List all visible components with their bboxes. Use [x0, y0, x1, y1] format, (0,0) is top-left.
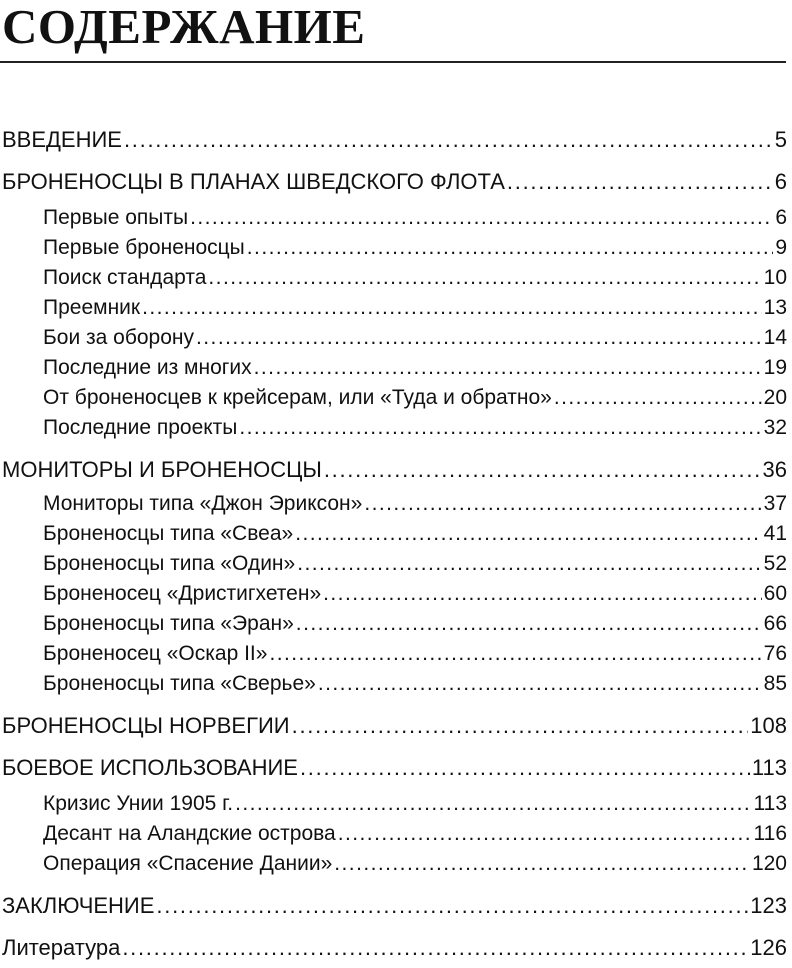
dot-leader	[239, 414, 761, 442]
dot-leader	[297, 550, 761, 578]
toc-entry-title: Литература	[2, 935, 121, 960]
toc-section-entry	[2, 754, 787, 782]
toc-entry-title: Кризис Унии 1905 г.	[43, 792, 234, 815]
toc-page-number: 36	[762, 457, 787, 482]
toc-entry-title: Первые броненосцы	[43, 236, 245, 259]
toc-entry-title: Броненосцы типа «Свеа»	[43, 522, 294, 545]
dot-leader	[300, 754, 750, 782]
toc-section-entry	[2, 126, 787, 154]
dot-leader	[235, 790, 751, 818]
toc-subsection-entry	[43, 234, 787, 262]
toc-entry-title: Броненосец «Дристигхетен»	[43, 582, 322, 605]
dot-leader	[124, 126, 773, 154]
toc-page-number: 123	[750, 893, 787, 918]
toc-subsection-entry	[43, 204, 787, 232]
toc-page-number: 66	[763, 612, 787, 635]
toc-subsection-entry	[43, 820, 787, 848]
toc-subsection-entry	[43, 640, 787, 668]
toc-page-number: 10	[763, 266, 787, 289]
toc-entry-title: БОЕВОЕ ИСПОЛЬЗОВАНИЕ	[2, 755, 298, 780]
toc-section-entry	[2, 712, 787, 740]
toc-page-number: 6	[775, 206, 787, 229]
toc-page-number: 108	[750, 713, 787, 738]
toc-page-number: 5	[774, 127, 787, 152]
toc-entry-title: ВВЕДЕНИЕ	[2, 127, 122, 152]
toc-subsection-entry	[43, 850, 787, 878]
toc-subsection-entry	[43, 324, 787, 352]
toc-page-number: 76	[763, 642, 787, 665]
dot-leader	[292, 712, 749, 740]
toc-subsection-entry	[43, 520, 787, 548]
toc-subsection-entry	[43, 670, 787, 698]
toc-entry-title: Поиск стандарта	[43, 266, 207, 289]
dot-leader	[295, 520, 761, 548]
toc-entry-title: Бои за оборону	[43, 326, 195, 349]
toc-page-number: 126	[750, 935, 787, 960]
dot-leader	[554, 384, 762, 412]
toc-subsection-entry	[43, 490, 787, 518]
dot-leader	[156, 892, 748, 920]
dot-leader	[269, 640, 761, 668]
toc-entry-title: От броненосцев к крейсерам, или «Туда и обратно»	[43, 386, 552, 409]
toc-entry-title: Броненосцы типа «Один»	[43, 552, 296, 575]
toc-entry-title: Броненосец «Оскар II»	[43, 642, 268, 665]
toc-entry-title: Мониторы типа «Джон Эриксон»	[43, 492, 363, 515]
toc-section-entry	[2, 934, 787, 962]
toc-subsection-entry	[43, 580, 787, 608]
toc-page-number: 20	[763, 386, 787, 409]
toc-page-number: 52	[763, 552, 787, 575]
toc-page-number: 14	[763, 326, 787, 349]
toc-entry-title: Последние проекты	[43, 416, 238, 439]
page-title: СОДЕРЖАНИЕ	[2, 0, 366, 54]
toc-section-entry	[2, 456, 787, 484]
dot-leader	[318, 670, 762, 698]
toc-subsection-entry	[43, 790, 787, 818]
toc-entry-title: Десант на Аландские острова	[43, 822, 336, 845]
dot-leader	[196, 324, 762, 352]
toc-page-number: 6	[774, 169, 787, 194]
toc-page-number: 41	[763, 522, 787, 545]
toc-page-number: 19	[763, 356, 787, 379]
toc-page-number: 37	[763, 492, 787, 515]
toc-entry-title: БРОНЕНОСЦЫ В ПЛАНАХ ШВЕДСКОГО ФЛОТА	[2, 169, 505, 194]
toc-subsection-entry	[43, 264, 787, 292]
toc-page-number: 113	[753, 792, 787, 815]
dot-leader	[324, 456, 761, 484]
toc-entry-title: МОНИТОРЫ И БРОНЕНОСЦЫ	[2, 457, 322, 482]
dot-leader	[334, 850, 750, 878]
dot-leader	[364, 490, 761, 518]
toc-subsection-entry	[43, 354, 787, 382]
title-underline	[0, 61, 786, 63]
toc-page-number: 60	[763, 582, 787, 605]
toc-entry-title: Броненосцы типа «Сверье»	[43, 672, 316, 695]
dot-leader	[296, 610, 762, 638]
toc-entry-title: Броненосцы типа «Эран»	[43, 612, 294, 635]
toc-subsection-entry	[43, 414, 787, 442]
toc-subsection-entry	[43, 384, 787, 412]
toc-section-entry	[2, 168, 787, 196]
toc-section-entry	[2, 892, 787, 920]
toc-page-number: 120	[751, 852, 787, 875]
dot-leader	[323, 580, 762, 608]
toc-entry-title: БРОНЕНОСЦЫ НОРВЕГИИ	[2, 713, 290, 738]
toc-entry-title: Последние из многих	[43, 356, 252, 379]
toc-entry-title: Операция «Спасение Дании»	[43, 852, 333, 875]
dot-leader	[247, 234, 774, 262]
toc-page-number: 116	[753, 822, 787, 845]
toc-page-number: 113	[751, 755, 787, 780]
dot-leader	[338, 820, 752, 848]
toc-page-number: 32	[763, 416, 787, 439]
toc-entry-title: Первые опыты	[43, 206, 189, 229]
dot-leader	[190, 204, 773, 232]
toc-subsection-entry	[43, 294, 787, 322]
toc-subsection-entry	[43, 550, 787, 578]
toc-entry-title: Преемник	[43, 296, 141, 319]
dot-leader	[142, 294, 762, 322]
dot-leader	[122, 934, 748, 962]
toc-entry-title: ЗАКЛЮЧЕНИЕ	[2, 893, 155, 918]
toc-page-number: 9	[775, 236, 787, 259]
dot-leader	[208, 264, 761, 292]
toc-page-number: 85	[763, 672, 787, 695]
toc-page-number: 13	[763, 296, 787, 319]
toc-subsection-entry	[43, 610, 787, 638]
dot-leader	[507, 168, 773, 196]
dot-leader	[254, 354, 762, 382]
